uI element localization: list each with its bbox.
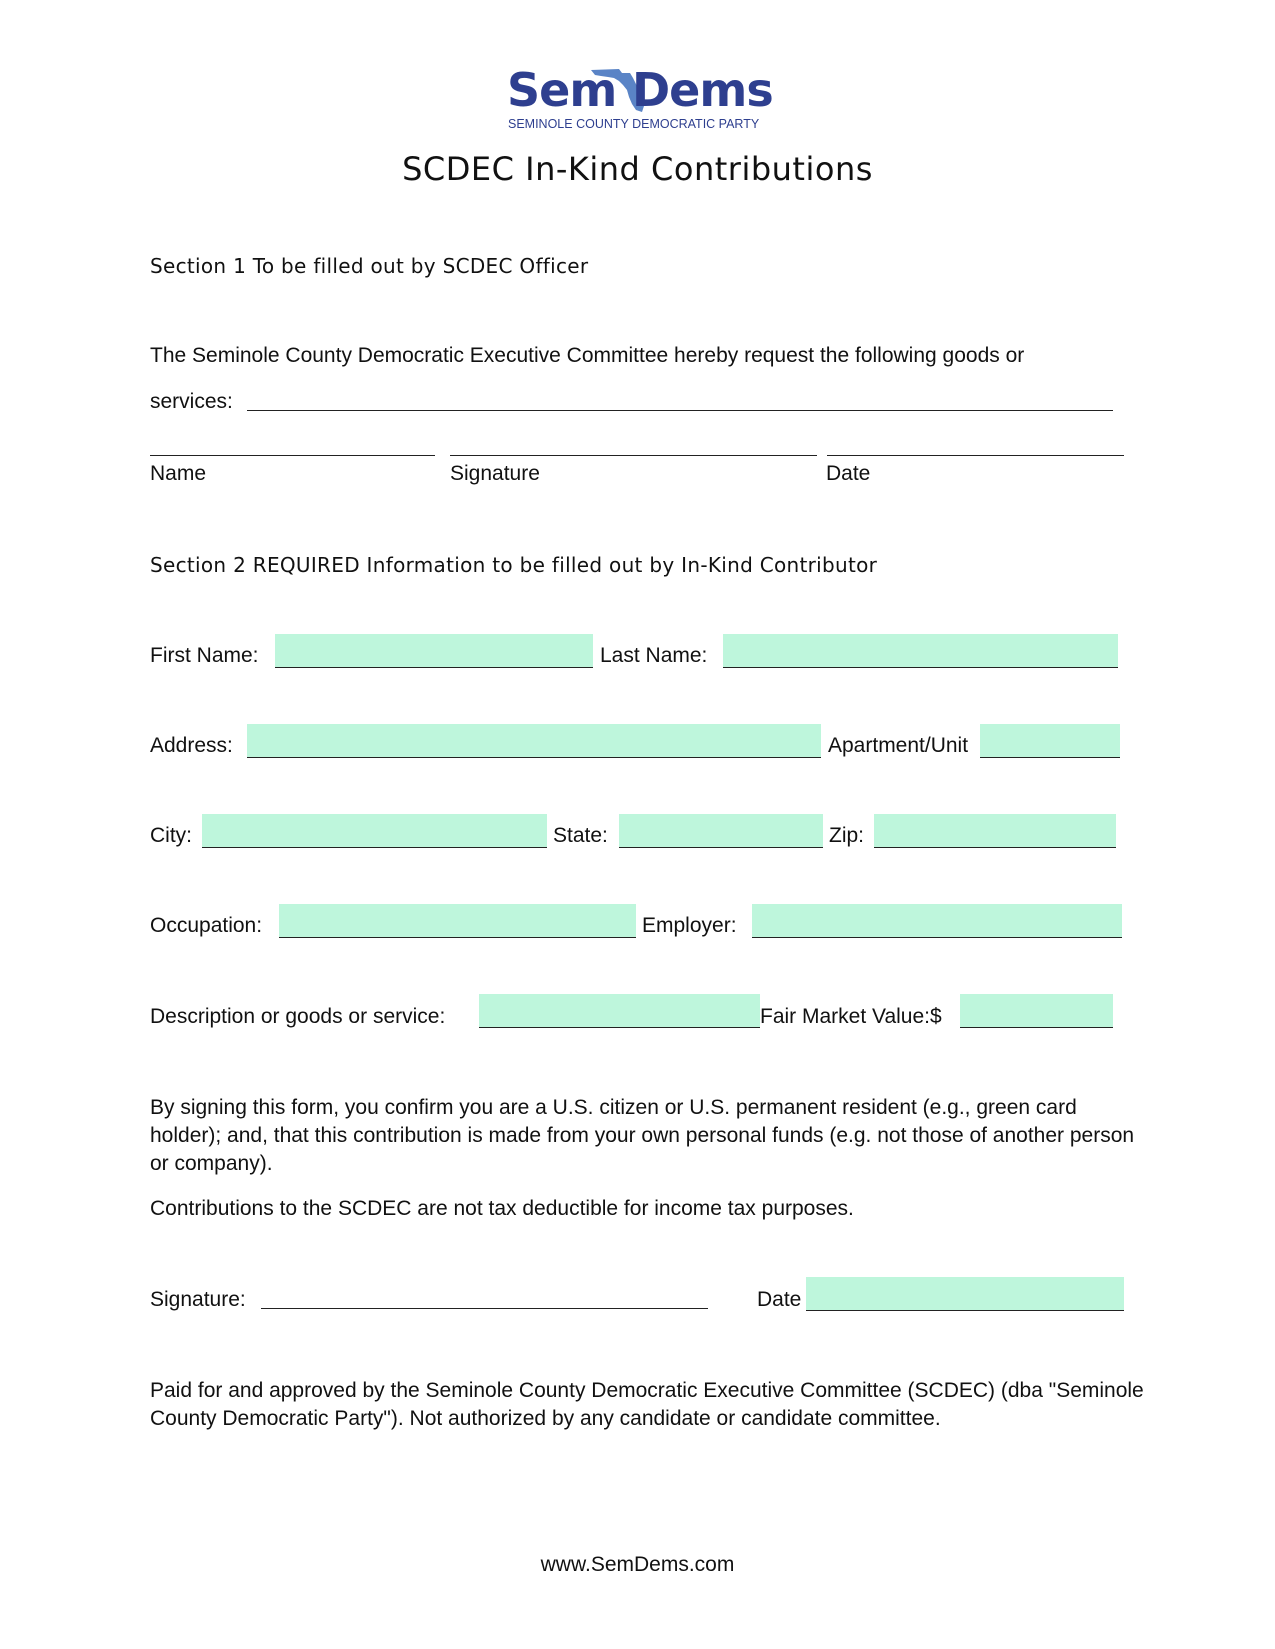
semdems-logo	[505, 62, 773, 134]
contributor-signature-line[interactable]	[261, 1308, 708, 1309]
contributor-date-label: Date	[757, 1288, 802, 1311]
officer-name-line[interactable]	[150, 455, 435, 456]
apartment-field[interactable]	[980, 724, 1120, 758]
occupation-label: Occupation:	[150, 914, 263, 937]
confirmation-paragraph: By signing this form, you confirm you are a U.S. citizen or U.S. permanent resident (e.g., green card holder); and, that this contribution is made from your own personal funds (e.g. not those of another person or company).	[150, 1096, 1135, 1175]
employer-label: Employer:	[642, 914, 737, 937]
services-label: services:	[150, 390, 233, 413]
occupation-field[interactable]	[279, 904, 636, 938]
last-name-label: Last Name:	[600, 644, 708, 667]
request-text: The Seminole County Democratic Executive Committee hereby request the following goods or	[150, 344, 1025, 367]
address-field[interactable]	[247, 724, 821, 758]
zip-field[interactable]	[874, 814, 1116, 848]
first-name-field[interactable]	[275, 634, 593, 668]
city-field[interactable]	[202, 814, 547, 848]
section1-heading: Section 1 To be filled out by SCDEC Officer	[150, 254, 589, 278]
page-title: SCDEC In-Kind Contributions	[402, 150, 873, 188]
apartment-label: Apartment/Unit	[828, 734, 969, 757]
description-field[interactable]	[479, 994, 760, 1028]
fair-market-label: Fair Market Value:$	[760, 1005, 942, 1028]
disclaimer: Paid for and approved by the Seminole County Democratic Executive Committee (SCDEC) (dba "Seminole County Democratic Party"). Not authorized by any candidate or candidate committee.	[150, 1379, 1144, 1430]
contributor-signature-label: Signature:	[150, 1288, 246, 1311]
officer-name-label: Name	[150, 462, 207, 485]
tax-note: Contributions to the SCDEC are not tax deductible for income tax purposes.	[150, 1197, 854, 1220]
fair-market-field[interactable]	[960, 994, 1113, 1028]
officer-date-line[interactable]	[827, 455, 1124, 456]
state-label: State:	[553, 824, 608, 847]
logo-text-sem: Sem	[507, 63, 617, 117]
logo-text-dems: Dems	[632, 63, 773, 117]
officer-signature-line[interactable]	[450, 455, 817, 456]
logo-subtitle: SEMINOLE COUNTY DEMOCRATIC PARTY	[508, 117, 760, 131]
officer-signature-label: Signature	[450, 462, 540, 485]
footer-url: www.SemDems.com	[540, 1553, 735, 1576]
address-label: Address:	[150, 734, 233, 757]
last-name-field[interactable]	[723, 634, 1118, 668]
zip-label: Zip:	[829, 824, 865, 847]
description-label: Description or goods or service:	[150, 1005, 446, 1028]
officer-date-label: Date	[826, 462, 871, 485]
state-field[interactable]	[619, 814, 823, 848]
section2-heading: Section 2 REQUIRED Information to be filled out by In-Kind Contributor	[150, 553, 878, 577]
employer-field[interactable]	[752, 904, 1122, 938]
first-name-label: First Name:	[150, 644, 259, 667]
contributor-date-field[interactable]	[806, 1277, 1124, 1311]
services-line[interactable]	[247, 410, 1113, 411]
city-label: City:	[150, 824, 192, 847]
